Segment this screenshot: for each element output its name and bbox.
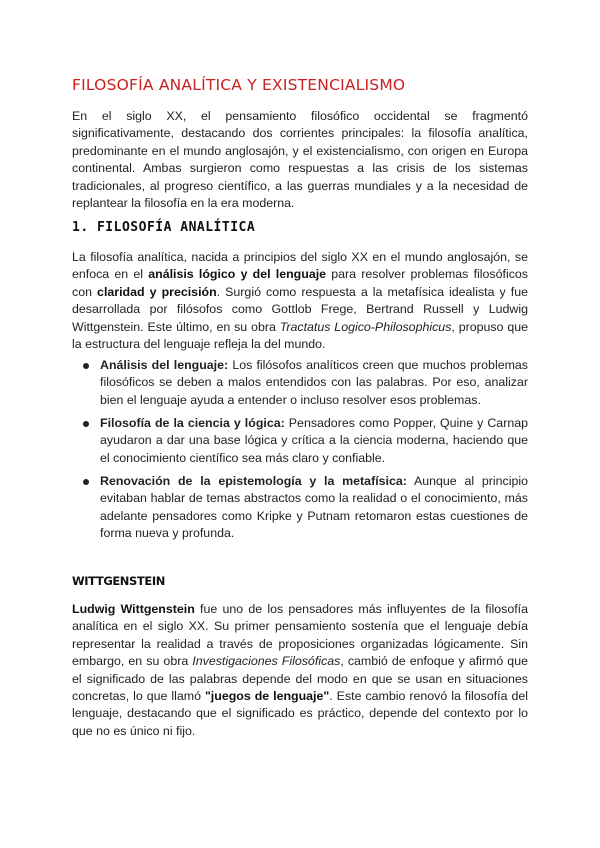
text-span: fue uno de los pensadores más influyentes de la filosofía analítica en el siglo XX. Su primer pensamiento sostenía que el lenguaje debía representar la realidad a través de proposiciones organizadas lógicamente. Sin embargo, en su obra	[72, 602, 528, 669]
bullet-label: Renovación de la epistemología y la metafísica:	[100, 474, 407, 488]
bullet-list	[100, 415, 528, 467]
bold-term: claridad y precisión	[97, 284, 217, 299]
bullet-label: Análisis del lenguaje:	[100, 358, 229, 372]
wittgenstein-paragraph	[72, 601, 528, 740]
text-span: . Surgió como respuesta a la metafísica idealista y fue desarrollada por filósofos como Gottlob Frege, Bertrand Russell y Ludwig Wittgenstein. Este último, en su obra	[72, 284, 529, 334]
text-span: , cambió de enfoque y afirmó que el significado de las palabras depende del modo en que se usan en situaciones concretas, lo que llamó	[72, 654, 528, 704]
bold-term: análisis lógico y del lenguaje	[148, 267, 327, 282]
bullet-list	[100, 473, 528, 543]
italic-title: Tractatus Logico-Philosophicus	[279, 319, 452, 334]
list-item	[100, 357, 528, 409]
bullet-dot-icon	[83, 421, 89, 427]
document-title: FILOSOFÍA ANALÍTICA Y EXISTENCIALISMO	[72, 76, 406, 94]
bold-term: "juegos de lenguaje"	[204, 689, 330, 704]
text-span: para resolver problemas filosóficos con	[72, 267, 528, 299]
text-span: , propuso que la estructura del lenguaje refleja la del mundo.	[72, 319, 529, 352]
text-span: La filosofía analítica, nacida a principios del siglo XX en el mundo anglosajón, se enfoca en el	[72, 250, 528, 282]
wittgenstein-heading: WITTGENSTEIN	[72, 574, 165, 588]
bullet-text: Pensadores como Popper, Quine y Carnap ayudaron a dar una base lógica y crítica a la ciencia moderna, haciendo que el conocimiento científico sea más claro y confiable.	[100, 416, 528, 465]
bullet-list	[100, 357, 528, 409]
list-item	[100, 473, 528, 543]
bold-term: Ludwig Wittgenstein	[72, 602, 195, 616]
bullet-text: Aunque al principio evitaban hablar de temas abstractos como la realidad o el conocimiento, más adelante pensadores como Kripke y Putnam retomaron estas cuestiones de forma nueva y profunda.	[100, 474, 529, 541]
bullet-text: Los filósofos analíticos creen que muchos problemas filosóficos se deben a malos entendidos con las palabras. Por eso, analizar bien el lenguaje ayuda a entender o incluso resolver esos problemas.	[100, 358, 529, 407]
bullet-dot-icon	[83, 363, 89, 369]
list-item	[100, 415, 528, 467]
section-heading-analitica: 1. FILOSOFÍA ANALÍTICA	[72, 220, 256, 235]
text-span: . Este cambio renovó la filosofía del lenguaje, destacando que el significado es práctico, depende del contexto por lo que no es único ni fijo.	[72, 689, 528, 738]
intro-paragraph: En el siglo XX, el pensamiento filosófico occidental se fragmentó significativamente, destacando dos corrientes principales: la filosofía analítica, predominante en el mundo anglosajón, y el existencialismo, con origen en Europa continental. Ambas surgieron como respuestas a las crisis de los sistemas tradicionales, al progreso científico, a las guerras mundiales y a la necesidad de replantear la filosofía en la era moderna.	[72, 109, 528, 211]
bullet-dot-icon	[83, 479, 89, 485]
italic-title: Investigaciones Filosóficas	[192, 654, 341, 669]
analitica-paragraph	[72, 249, 528, 353]
bullet-label: Filosofía de la ciencia y lógica:	[100, 416, 285, 430]
